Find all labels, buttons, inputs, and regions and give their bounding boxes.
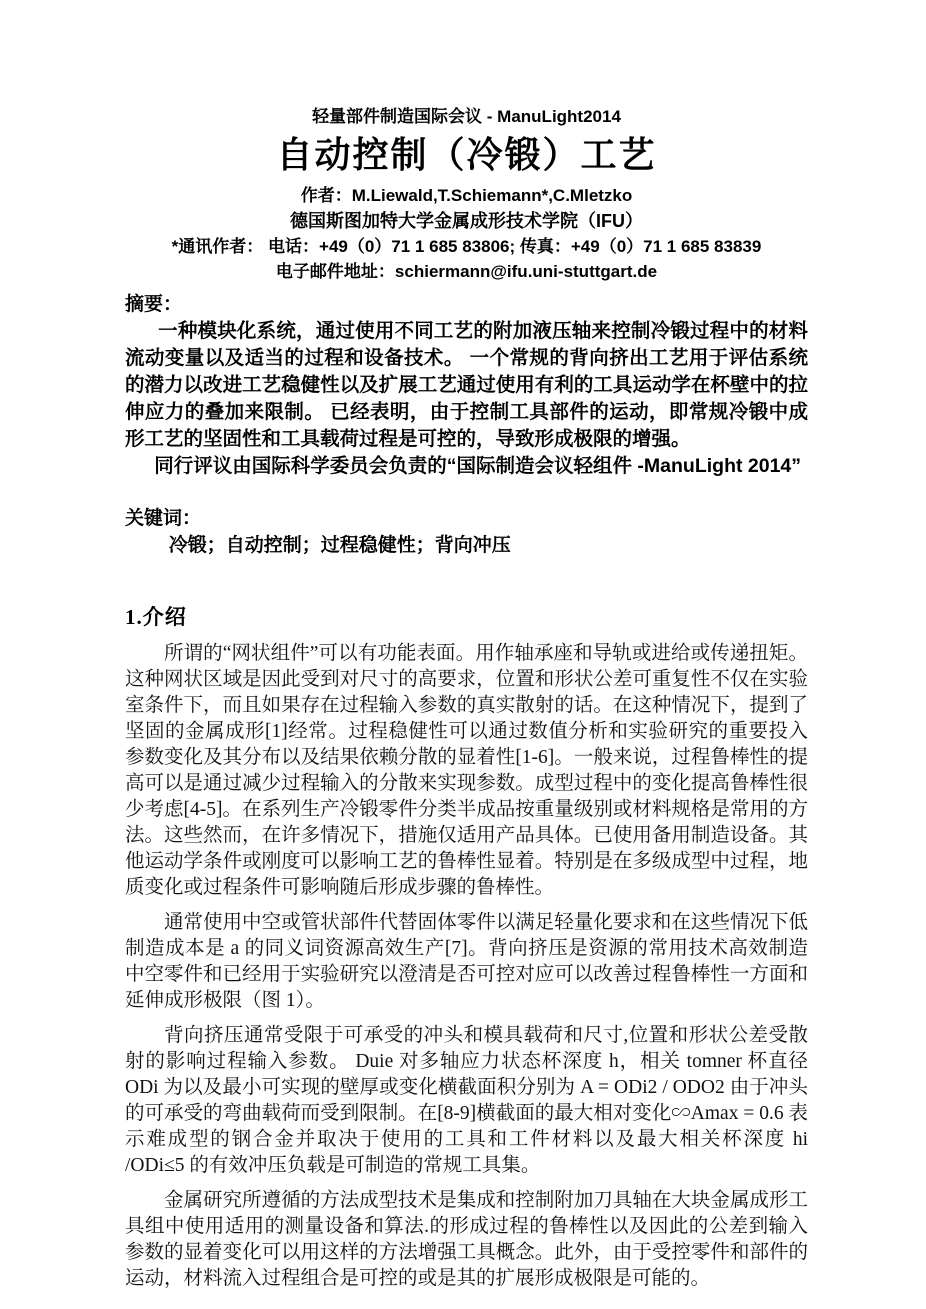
page-title: 自动控制（冷锻）工艺 (276, 135, 657, 175)
intro-paragraph-3: 背向挤压通常受限于可承受的冲头和模具载荷和尺寸,位置和形状公差受散射的影响过程输入参数。 Duie 对多轴应力状态杯深度 h，相关 tomner 杯直径 ODi 为以及最小可实现的壁厚或变化横截面积分别为 A = ODi2 / ODO2 由于冲头的可承受的弯曲载荷而受到限制。在[8-9]横截面的最大相对变化∽Amax = 0.6 表示难成型的钢合金并取决于使用的工具和工件材料以及最大相关杯深度 hi /ODi≤5 的有效冲压负载是可制造的常规工具集。 (125, 1025, 808, 1176)
keywords-terms: 冷锻；自动控制；过程稳健性；背向冲压 (168, 535, 511, 556)
section-heading-introduction: 1.介绍 (125, 605, 187, 629)
intro-paragraph-1: 所谓的“网状组件”可以有功能表面。用作轴承座和导轨或进给或传递扭矩。这种网状区域是因此受到对尺寸的高要求，位置和形状公差可重复性不仅在实验室条件下，而且如果存在过程输入参数的真实散射的话。在这种情况下，提到了坚固的金属成形[1]经常。过程稳健性可以通过数值分析和实验研究的重要投入参数变化及其分布以及结果依赖分散的显着性[1-6]。一般来说，过程鲁棒性的提高可以是通过减少过程输入的分散来实现参数。成型过程中的变化提高鲁棒性很少考虑[4-5]。在系列生产冷锻零件分类半成品按重量级别或材料规格是常用的方法。这些然而，在许多情况下，措施仅适用产品具体。已使用备用制造设备。其他运动学条件或刚度可以影响工艺的鲁棒性显着。特别是在多级成型中过程，地质变化或过程条件可影响随后形成步骤的鲁棒性。 (125, 643, 808, 898)
intro-paragraph-4: 金属研究所遵循的方法成型技术是集成和控制附加刀具轴在大块金属成形工具组中使用适用的测量设备和算法.的形成过程的鲁棒性以及因此的公差到输入参数的显着变化可以用这样的方法增强工具概念。此外，由于受控零件和部件的运动，材料流入过程组合是可控的或是其的扩展形成极限是可能的。 (125, 1190, 808, 1289)
authors-line: 作者：M.Liewald,T.Schiemann*,C.Mletzko (300, 186, 633, 205)
peer-review-note: 同行评议由国际科学委员会负责的“国际制造会议轻组件 -ManuLight 2014” (154, 455, 802, 477)
abstract-label: 摘要： (125, 294, 183, 315)
email-line: 电子邮件地址：schiermann@ifu.uni-stuttgart.de (275, 262, 658, 281)
abstract-paragraph: 一种模块化系统，通过使用不同工艺的附加液压轴来控制冷锻过程中的材料流动变量以及适当的过程和设备技术。 一个常规的背向挤出工艺用于评估系统的潜力以改进工艺稳健性以及扩展工艺通过使用有利的工具运动学在杯壁中的拉伸应力的叠加来限制。 已经表明，由于控制工具部件的运动，即常规冷锻中成形工艺的坚固性和工具载荷过程是可控的，导致形成极限的增强。 (125, 320, 808, 450)
affiliation-line: 德国斯图加特大学金属成形技术学院（IFU） (290, 211, 643, 231)
keywords-label: 关键词： (125, 508, 202, 529)
corresponding-author-contact-line: *通讯作者： 电话：+49（0）71 1 685 83806; 传真：+49（0）71 1 685 83839 (171, 237, 762, 256)
intro-paragraph-2: 通常使用中空或管状部件代替固体零件以满足轻量化要求和在这些情况下低制造成本是 a 的同义词资源高效生产[7]。背向挤压是资源的常用技术高效制造中空零件和已经用于实验研究以澄清是否可控对应可以改善过程鲁棒性一方面和延伸成形极限（图 1）。 (125, 912, 808, 1011)
conference-header-line: 轻量部件制造国际会议 - ManuLight2014 (312, 107, 621, 126)
